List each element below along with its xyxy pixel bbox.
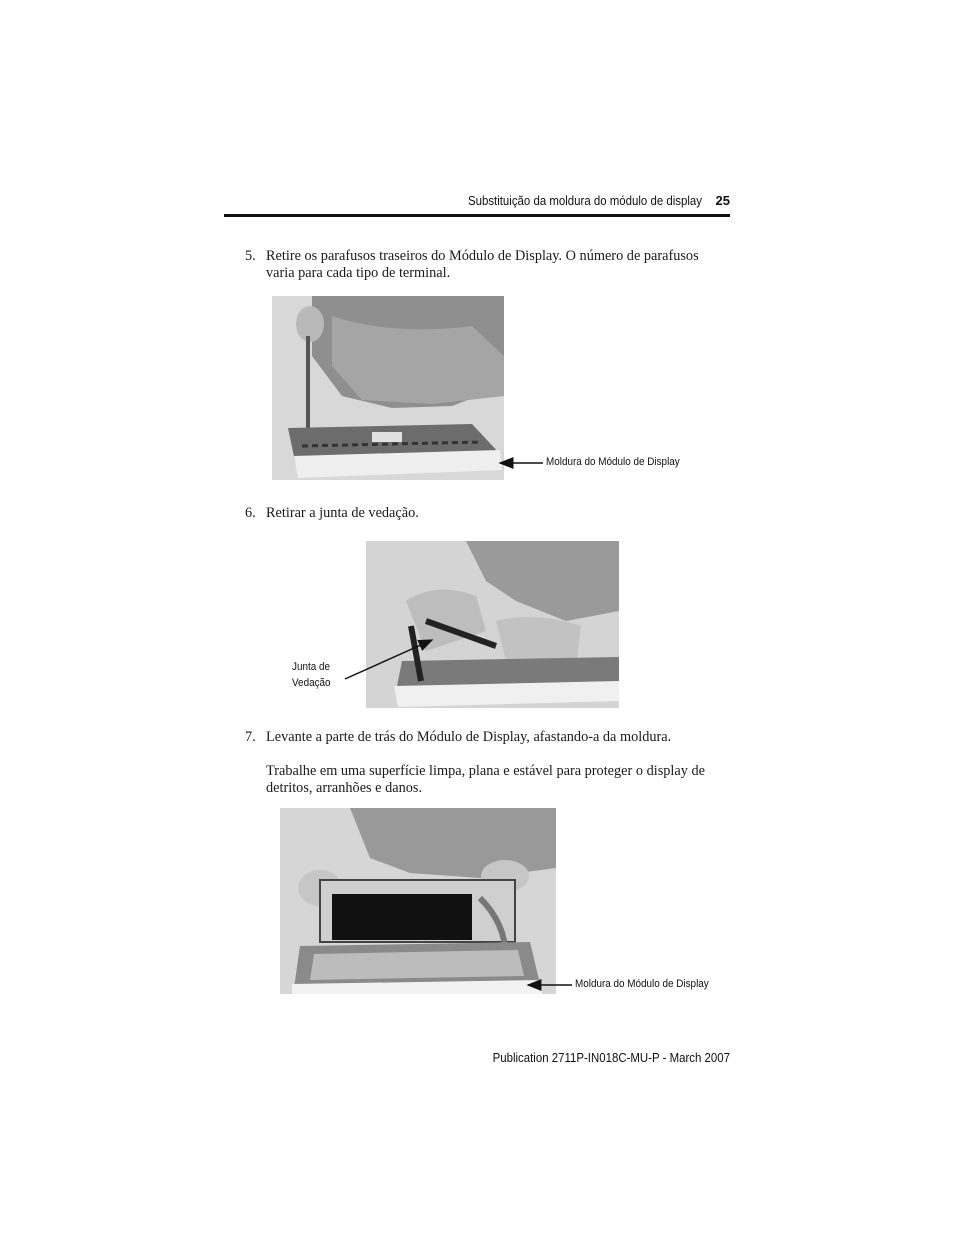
callout-display-bezel-2: Moldura do Módulo de Display bbox=[575, 978, 709, 990]
running-header-title: Substituição da moldura do módulo de display bbox=[467, 193, 702, 208]
step-6 bbox=[245, 505, 730, 522]
header-rule bbox=[224, 214, 730, 217]
step-number: 7. bbox=[245, 729, 256, 745]
step-text: Levante a parte de trás do Módulo de Display, afastando-a da moldura. bbox=[266, 729, 672, 745]
step-number: 5. bbox=[245, 248, 256, 264]
step-5 bbox=[245, 248, 730, 282]
step-number: 6. bbox=[245, 505, 256, 521]
callout-gasket bbox=[292, 659, 331, 691]
callout-display-bezel-1: Moldura do Módulo de Display bbox=[546, 456, 680, 468]
photo-remove-screws bbox=[272, 296, 504, 480]
callout-gasket-line1: Junta de bbox=[292, 661, 330, 673]
photo-lift-display bbox=[280, 808, 556, 994]
page-number: 25 bbox=[715, 193, 730, 208]
publication-footer: Publication 2711P-IN018C-MU-P - March 2007 bbox=[492, 1050, 730, 1065]
note-text: Trabalhe em uma superfície limpa, plana e estável para proteger o display de detritos, arranhões e danos. bbox=[266, 763, 705, 796]
callout-gasket-line2: Vedação bbox=[292, 677, 331, 689]
step-text: Retire os parafusos traseiros do Módulo de Display. O número de parafusos varia para cada tipo de terminal. bbox=[266, 248, 699, 281]
step-7 bbox=[245, 729, 730, 746]
step-7-note bbox=[245, 763, 730, 797]
photo-remove-gasket bbox=[366, 541, 619, 708]
step-text: Retirar a junta de vedação. bbox=[266, 505, 419, 521]
